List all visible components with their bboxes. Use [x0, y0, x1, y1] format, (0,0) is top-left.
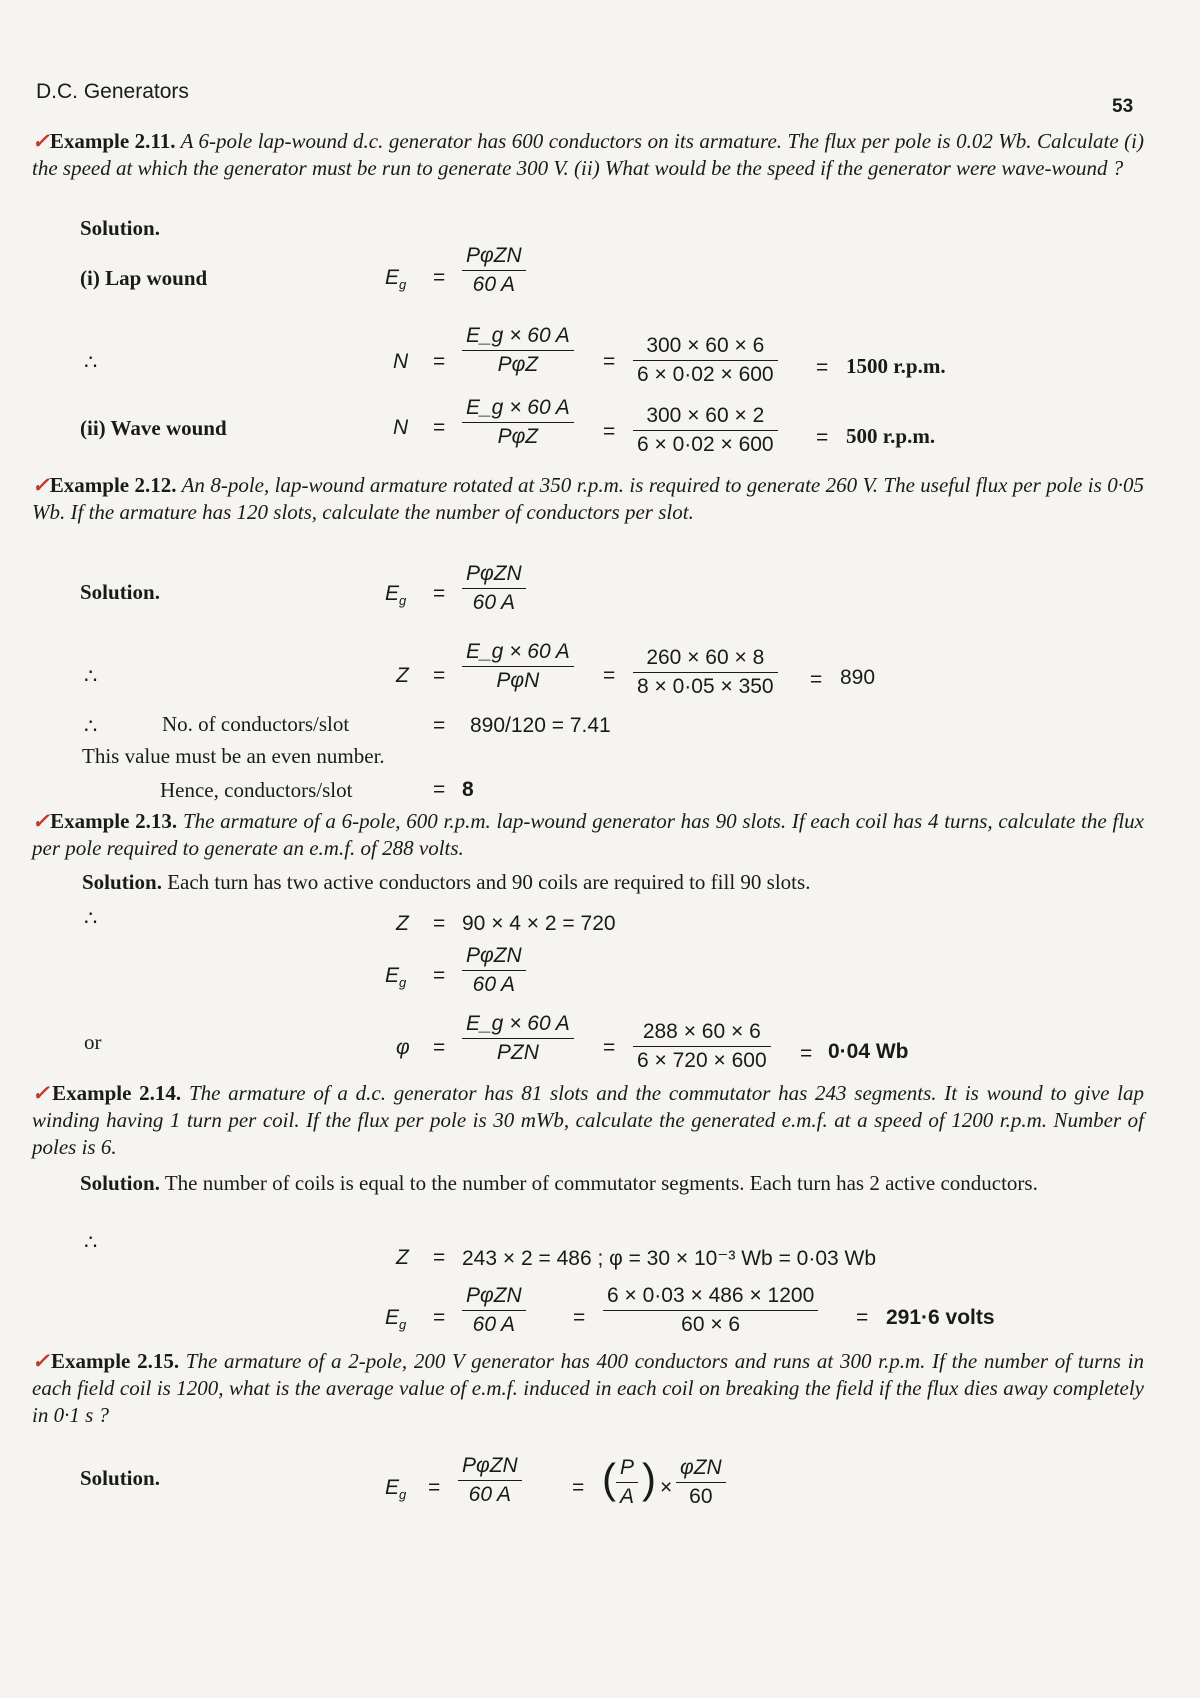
example-label: Example 2.12.	[49, 473, 177, 497]
symbol-z: Z	[396, 912, 409, 935]
equals-sign: =	[433, 1036, 446, 1059]
symbol-eg: $E_g$	[385, 582, 407, 609]
example-label: Example 2.15.	[51, 1349, 180, 1373]
equals-sign: =	[603, 664, 616, 687]
equals-sign: =	[603, 350, 616, 373]
equals-sign: =	[573, 1306, 586, 1329]
pen-check-mark: ✓	[32, 473, 50, 497]
solution-label: Solution.	[80, 216, 160, 240]
example-text: A 6-pole lap-wound d.c. generator has 600 conductors on its armature. The flux per pole is 0.02 Wb. Calculate (i) the speed at which the generator must be run to generate 300 V. (ii) What would be the speed if the generator were wave-wound ?	[32, 129, 1144, 180]
pen-check-mark: ✓	[32, 1349, 52, 1373]
wave-result: 500 r.p.m.	[846, 424, 936, 448]
example-label: Example 2.11.	[49, 129, 176, 153]
slot-label: No. of conductors/slot	[162, 712, 350, 736]
phi-z-n-fraction: $\frac{\text{φZN}}{60}$	[676, 1456, 726, 1509]
eg-calc-fraction: $\frac{6 \times 0\cdot 03 \times 486 \times 1200}{60 \times 6}$	[603, 1284, 818, 1337]
phi-result: 0·04 Wb	[828, 1040, 909, 1063]
solution-label: Solution.	[80, 580, 160, 604]
z-expression: 90 × 4 × 2 = 720	[462, 912, 616, 935]
eg-fraction: $\frac{\text{PφZN}}{60 A}$	[462, 244, 526, 297]
wave-calc-fraction: $\frac{300 \times 60 \times 2}{6 \times 0\cdot 02 \times 600}$	[633, 404, 778, 457]
equals-sign: =	[433, 1306, 446, 1329]
solution-label: Solution.	[82, 870, 162, 894]
lap-result: 1500 r.p.m.	[846, 354, 946, 378]
example-2-15-statement	[32, 1348, 1144, 1429]
symbol-eg: $E_g$	[385, 1306, 407, 1333]
times-sign: ×	[660, 1476, 673, 1499]
phi-calc-fraction: $\frac{288 \times 60 \times 6}{6 \times 720 \times 600}$	[633, 1020, 771, 1073]
example-text: An 8-pole, lap-wound armature rotated at 350 r.p.m. is required to generate 260 V. The useful flux per pole is 0·05 Wb. If the armature has 120 slots, calculate the number of conductors per slot.	[32, 473, 1144, 524]
example-label: Example 2.14.	[52, 1081, 182, 1105]
or-label: or	[84, 1030, 102, 1054]
equals-sign: =	[433, 912, 446, 935]
equals-sign: =	[603, 1036, 616, 1059]
eg-fraction: $\frac{\text{PφZN}}{60 A}$	[462, 562, 526, 615]
eg-fraction: $\frac{\text{PφZN}}{60 A}$	[462, 944, 526, 997]
p-over-a-fraction: $\frac{P}{A}$	[616, 1456, 638, 1509]
therefore-symbol: ∴	[84, 351, 98, 374]
pen-check-mark: ✓	[32, 809, 51, 833]
example-text: The armature of a d.c. generator has 81 slots and the commutator has 243 segments. It is wound to give lap winding having 1 turn per coil. If the flux per pole is 30 mWb, calculate the generated e.m.f. at a speed of 1200 r.p.m. Number of poles is 6.	[32, 1081, 1144, 1159]
eg-fraction: $\frac{\text{PφZN}}{60 A}$	[462, 1284, 526, 1337]
z-phi-expression: 243 × 2 = 486 ; φ = 30 × 10⁻³ Wb = 0·03 Wb	[462, 1247, 877, 1270]
example-text: The armature of a 6-pole, 600 r.p.m. lap-wound generator has 90 slots. If each coil has 4 turns, calculate the flux per pole required to generate an e.m.f. of 288 volts.	[32, 809, 1144, 860]
equals-sign: =	[433, 416, 446, 439]
even-note: This value must be an even number.	[82, 744, 385, 768]
symbol-z: Z	[396, 1246, 409, 1269]
solution-text: The number of coils is equal to the number of commutator segments. Each turn has 2 active conductors.	[164, 1171, 1038, 1195]
wave-wound-label: (ii) Wave wound	[80, 416, 227, 440]
symbol-n: N	[393, 416, 409, 439]
eg-result: 291·6 volts	[886, 1306, 995, 1329]
symbol-eg: $E_g$	[385, 964, 407, 991]
symbol-eg: $E_g$	[385, 1476, 407, 1503]
equals-sign: =	[433, 582, 446, 605]
running-header: D.C. Generators	[36, 80, 189, 103]
equals-sign: =	[856, 1306, 869, 1329]
example-2-14-statement	[32, 1080, 1144, 1161]
symbol-z: Z	[396, 664, 409, 687]
hence-value: 8	[462, 778, 474, 801]
equals-sign: =	[433, 664, 446, 687]
equals-sign: =	[428, 1476, 441, 1499]
lap-calc-fraction: $\frac{300 \times 60 \times 6}{6 \times 0\cdot 02 \times 600}$	[633, 334, 778, 387]
symbol-n: N	[393, 350, 409, 373]
symbol-eg: $E_g$	[385, 266, 407, 293]
z-result: 890	[840, 666, 876, 689]
left-paren: (	[602, 1455, 616, 1502]
equals-sign: =	[433, 778, 446, 801]
equals-sign: =	[433, 350, 446, 373]
solution-label: Solution.	[80, 1466, 160, 1490]
solution-label: Solution.	[80, 1171, 160, 1195]
z-calc-fraction: $\frac{260 \times 60 \times 8}{8 \times 0\cdot 05 \times 350}$	[633, 646, 778, 699]
equals-sign: =	[603, 420, 616, 443]
equals-sign: =	[816, 426, 829, 449]
right-paren: )	[642, 1455, 656, 1502]
symbol-phi: φ	[396, 1036, 410, 1059]
therefore-symbol: ∴	[84, 907, 98, 930]
solution-line	[32, 1170, 1144, 1197]
equals-sign: =	[433, 964, 446, 987]
equals-sign: =	[816, 356, 829, 379]
equals-sign: =	[433, 714, 446, 737]
n-fraction: $\frac{E\_g \times 60 A}{\text{PφZ}}$	[462, 324, 574, 377]
example-label: Example 2.13.	[50, 809, 178, 833]
page-number: 53	[1112, 96, 1134, 117]
pen-check-mark: ✓	[32, 129, 50, 153]
equals-sign: =	[800, 1042, 813, 1065]
example-text: The armature of a 2-pole, 200 V generator has 400 conductors and runs at 300 r.p.m. If the number of turns in each field coil is 1200, what is the average value of e.m.f. induced in each coil on breaking the field if the flux dies away completely in 0·1 s ?	[32, 1349, 1144, 1427]
therefore-symbol: ∴	[84, 665, 98, 688]
equals-sign: =	[433, 1246, 446, 1269]
n-fraction: $\frac{E\_g \times 60 A}{\text{PφZ}}$	[462, 396, 574, 449]
z-fraction: $\frac{E\_g \times 60 A}{\text{PφN}}$	[462, 640, 574, 693]
solution-line	[82, 870, 810, 895]
example-2-12-statement	[32, 472, 1144, 526]
slot-value: 890/120 = 7.41	[470, 714, 611, 737]
equals-sign: =	[433, 266, 446, 289]
therefore-symbol: ∴	[84, 715, 98, 738]
eg-fraction: $\frac{\text{PφZN}}{60 A}$	[458, 1454, 522, 1507]
lap-wound-label: (i) Lap wound	[80, 266, 208, 290]
equals-sign: =	[572, 1476, 585, 1499]
pen-check-mark: ✓	[32, 1081, 53, 1105]
hence-label: Hence, conductors/slot	[160, 778, 353, 802]
example-2-13-statement	[32, 808, 1144, 862]
example-2-11-statement	[32, 128, 1144, 182]
therefore-symbol: ∴	[84, 1231, 98, 1254]
phi-fraction: $\frac{E\_g \times 60 A}{\text{PZN}}$	[462, 1012, 574, 1065]
solution-text: Each turn has two active conductors and 90 coils are required to fill 90 slots.	[167, 870, 811, 894]
equals-sign: =	[810, 668, 823, 691]
